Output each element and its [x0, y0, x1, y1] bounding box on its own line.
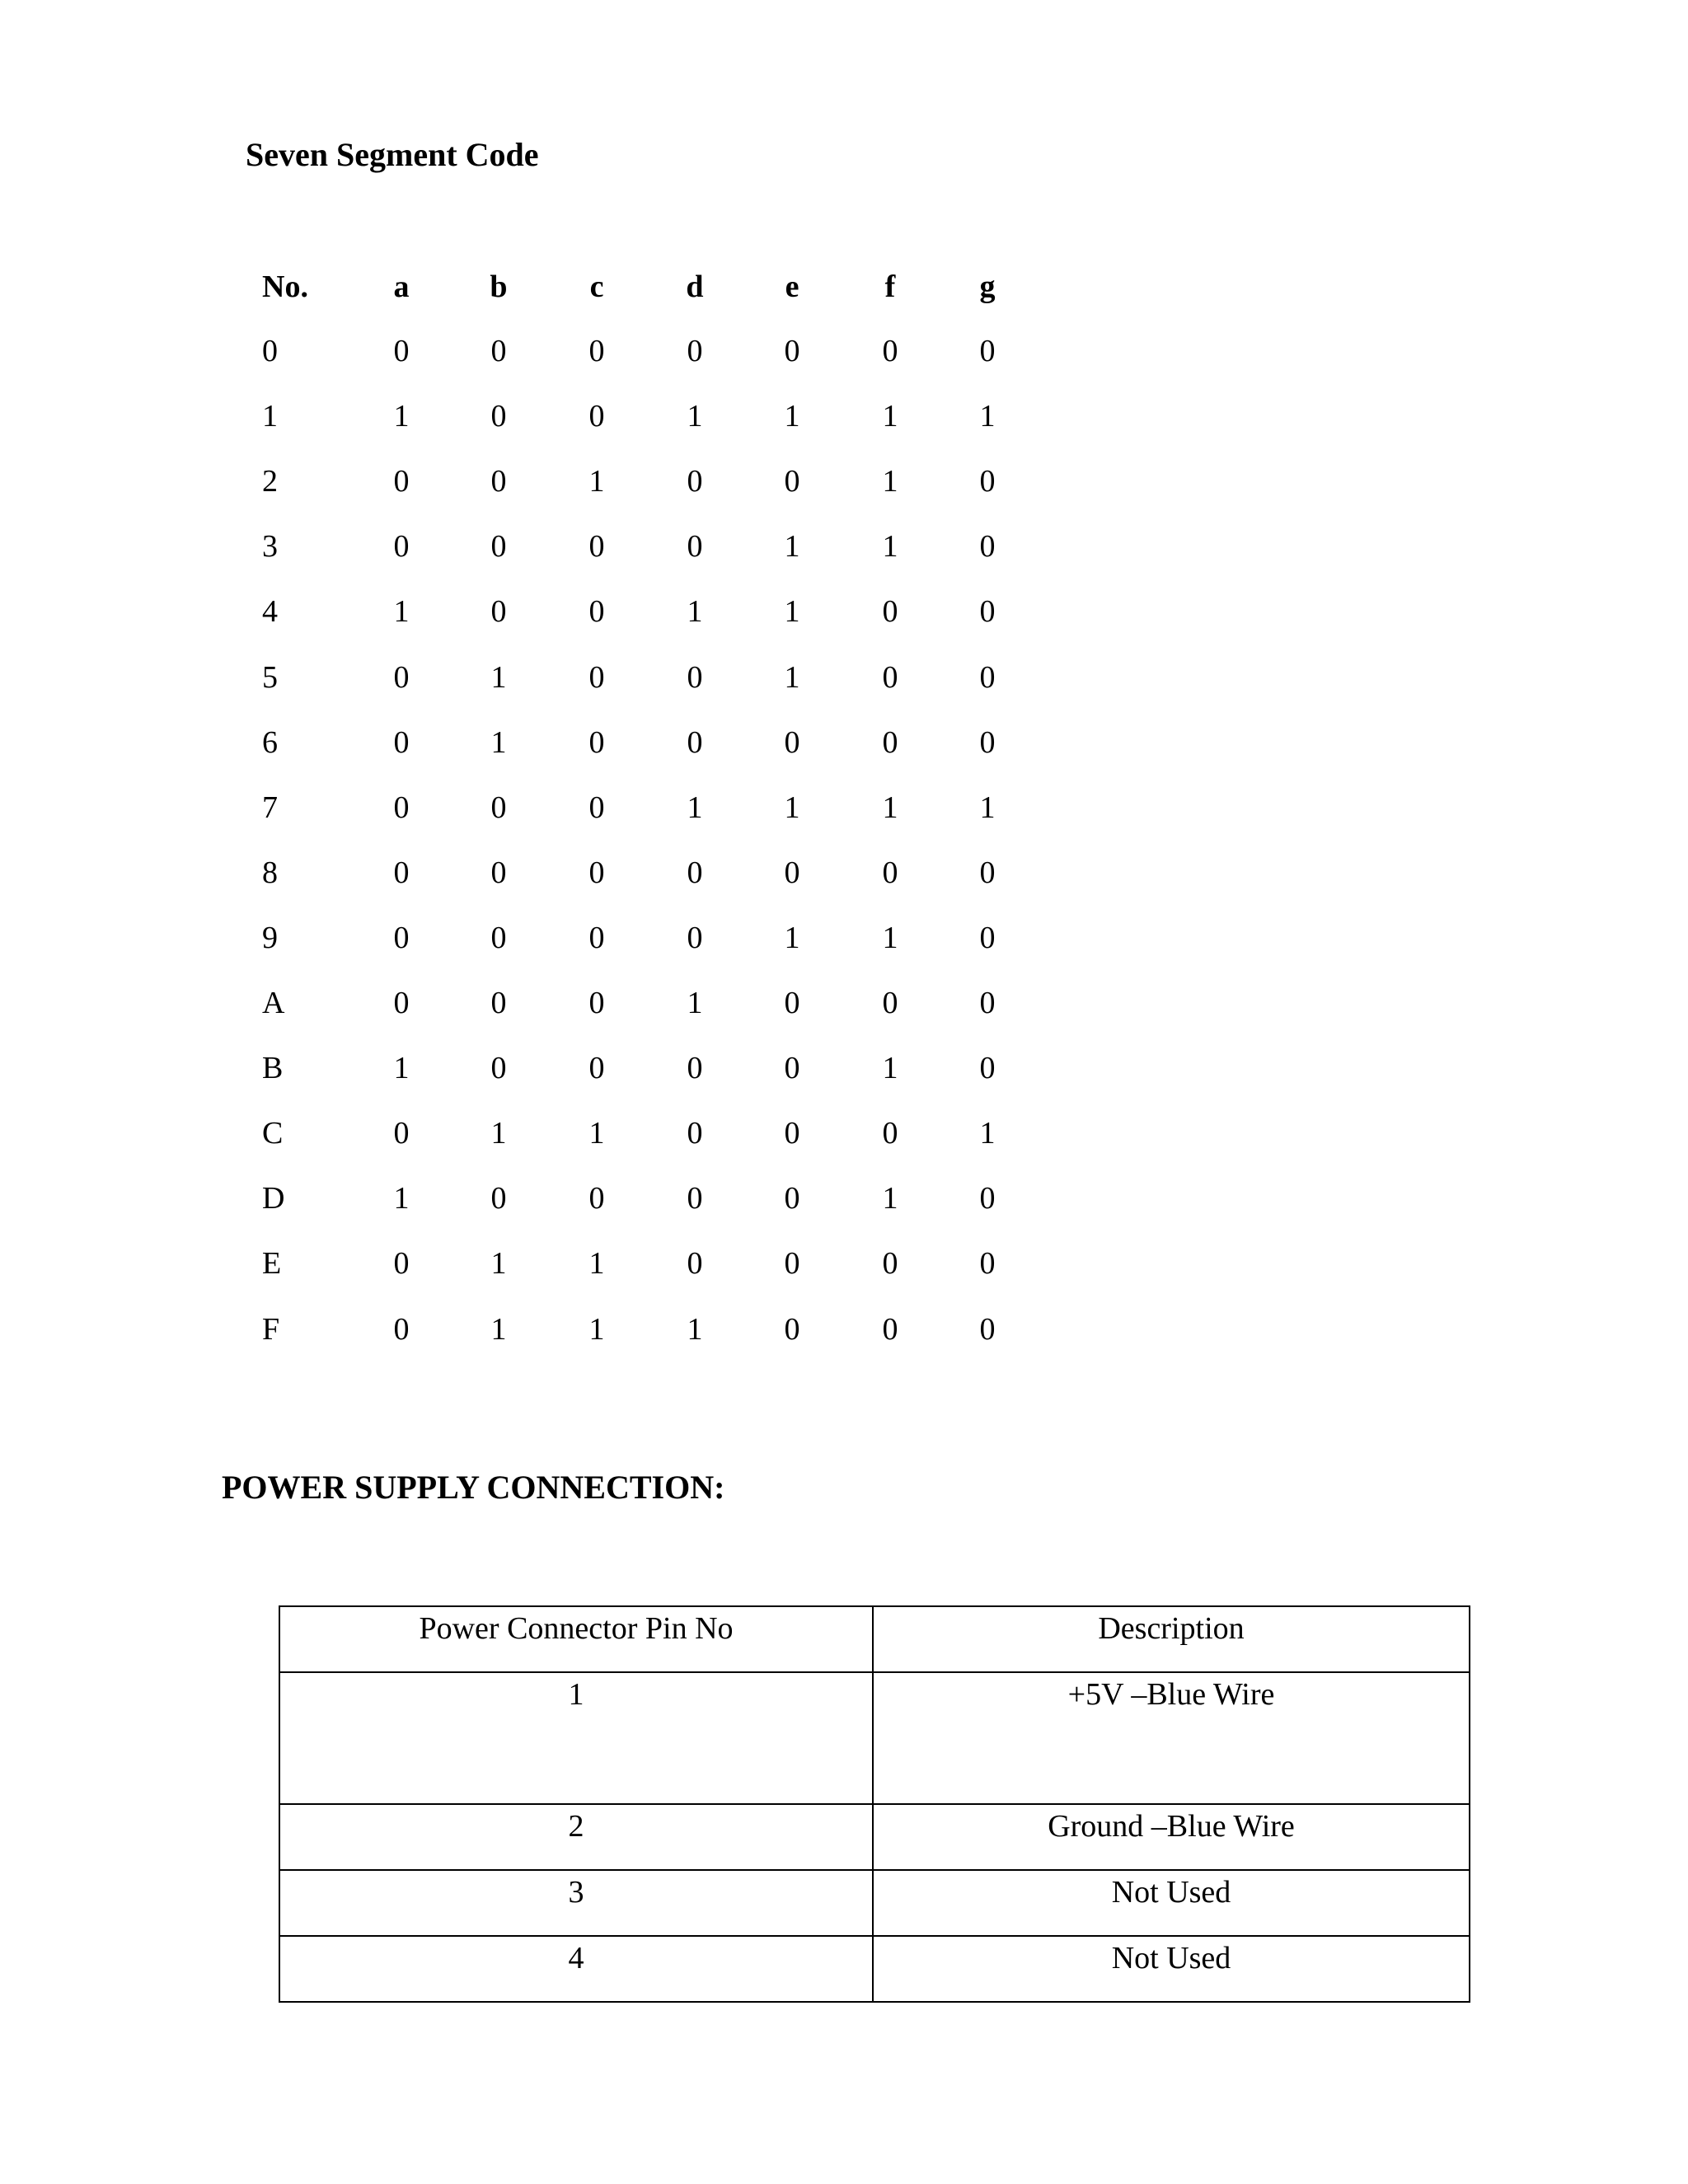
segment-value-cell: 0 — [784, 1051, 800, 1085]
column-header-segment-g: g — [979, 269, 996, 304]
column-header-segment-b: b — [490, 269, 508, 304]
segment-value-cell: 0 — [490, 921, 507, 955]
segment-value-cell: 0 — [393, 790, 410, 825]
segment-value-cell: 0 — [393, 1116, 410, 1151]
row-label-cell: 5 — [262, 660, 278, 695]
segment-value-cell: 0 — [490, 334, 507, 368]
segment-value-cell: 1 — [979, 1116, 996, 1151]
power-supply-title: POWER SUPPLY CONNECTION: — [222, 1469, 725, 1506]
segment-value-cell: 0 — [490, 399, 507, 434]
segment-value-cell: 1 — [882, 1181, 898, 1216]
segment-value-cell: 0 — [393, 1312, 410, 1347]
column-header-pin-no: Power Connector Pin No — [279, 1606, 873, 1672]
pin-number-cell: 1 — [279, 1672, 873, 1804]
segment-value-cell: 1 — [882, 921, 898, 955]
segment-value-cell: 0 — [490, 986, 507, 1020]
segment-value-cell: 0 — [393, 464, 410, 499]
row-label-cell: E — [262, 1246, 282, 1281]
segment-value-cell: 0 — [588, 725, 605, 760]
row-label-cell: F — [262, 1312, 280, 1347]
segment-value-cell: 0 — [687, 1116, 703, 1151]
segment-value-cell: 1 — [490, 1246, 507, 1281]
segment-value-cell: 0 — [979, 855, 996, 890]
segment-value-cell: 0 — [393, 660, 410, 695]
segment-value-cell: 0 — [882, 1116, 898, 1151]
row-label-cell: B — [262, 1051, 284, 1085]
table-row — [279, 1870, 1470, 1936]
seven-segment-table — [0, 0, 1071, 1401]
description-cell: Not Used — [873, 1870, 1470, 1936]
pin-number-cell: 2 — [279, 1804, 873, 1870]
segment-value-cell: 0 — [882, 594, 898, 629]
segment-value-cell: 1 — [588, 1312, 605, 1347]
segment-value-cell: 0 — [588, 1181, 605, 1216]
row-label-cell: 6 — [262, 725, 278, 760]
seven-segment-title: Seven Segment Code — [246, 136, 539, 173]
segment-value-cell: 1 — [979, 399, 996, 434]
segment-value-cell: 0 — [979, 725, 996, 760]
table-row — [279, 1672, 1470, 1804]
segment-value-cell: 0 — [979, 1051, 996, 1085]
description-cell: +5V –Blue Wire — [873, 1672, 1470, 1804]
segment-value-cell: 0 — [393, 725, 410, 760]
row-label-cell: A — [262, 986, 285, 1020]
segment-value-cell: 0 — [979, 1312, 996, 1347]
row-label-cell: 1 — [262, 399, 278, 434]
segment-value-cell: 1 — [393, 1051, 410, 1085]
segment-value-cell: 0 — [882, 660, 898, 695]
description-cell: Ground –Blue Wire — [873, 1804, 1470, 1870]
segment-value-cell: 0 — [588, 855, 605, 890]
segment-value-cell: 0 — [784, 464, 800, 499]
row-label-cell: 8 — [262, 855, 278, 890]
segment-value-cell: 0 — [687, 725, 703, 760]
segment-value-cell: 1 — [393, 1181, 410, 1216]
segment-value-cell: 1 — [588, 1116, 605, 1151]
segment-value-cell: 0 — [784, 986, 800, 1020]
segment-value-cell: 0 — [882, 1246, 898, 1281]
segment-value-cell: 1 — [882, 1051, 898, 1085]
segment-value-cell: 0 — [687, 660, 703, 695]
segment-value-cell: 0 — [687, 1181, 703, 1216]
segment-value-cell: 1 — [393, 594, 410, 629]
segment-value-cell: 1 — [687, 399, 703, 434]
segment-value-cell: 0 — [784, 334, 800, 368]
segment-value-cell: 1 — [687, 1312, 703, 1347]
segment-value-cell: 0 — [687, 529, 703, 564]
segment-value-cell: 0 — [490, 464, 507, 499]
segment-value-cell: 0 — [687, 464, 703, 499]
segment-value-cell: 0 — [588, 921, 605, 955]
segment-value-cell: 1 — [979, 790, 996, 825]
segment-value-cell: 0 — [979, 594, 996, 629]
segment-value-cell: 0 — [687, 334, 703, 368]
column-header-segment-f: f — [884, 269, 896, 304]
column-header-segment-c: c — [589, 269, 604, 304]
segment-value-cell: 0 — [588, 790, 605, 825]
segment-value-cell: 1 — [882, 790, 898, 825]
segment-value-cell: 1 — [490, 725, 507, 760]
segment-value-cell: 0 — [588, 1051, 605, 1085]
segment-value-cell: 0 — [784, 1312, 800, 1347]
segment-value-cell: 0 — [882, 986, 898, 1020]
segment-value-cell: 1 — [588, 464, 605, 499]
table-row — [279, 1936, 1470, 2002]
column-header-segment-a: a — [393, 269, 410, 304]
segment-value-cell: 1 — [882, 464, 898, 499]
segment-value-cell: 0 — [979, 1181, 996, 1216]
row-label-cell: 3 — [262, 529, 278, 564]
segment-value-cell: 0 — [882, 334, 898, 368]
pin-number-cell: 4 — [279, 1936, 873, 2002]
pin-number-cell: 3 — [279, 1870, 873, 1936]
segment-value-cell: 0 — [882, 1312, 898, 1347]
segment-value-cell: 0 — [588, 594, 605, 629]
segment-value-cell: 1 — [393, 399, 410, 434]
description-cell: Not Used — [873, 1936, 1470, 2002]
segment-value-cell: 0 — [393, 334, 410, 368]
segment-value-cell: 0 — [687, 855, 703, 890]
segment-value-cell: 0 — [687, 1051, 703, 1085]
row-label-cell: 7 — [262, 790, 278, 825]
power-table-header-row — [279, 1606, 1470, 1672]
segment-value-cell: 0 — [393, 921, 410, 955]
segment-value-cell: 0 — [979, 986, 996, 1020]
segment-value-cell: 0 — [687, 921, 703, 955]
segment-value-cell: 0 — [393, 1246, 410, 1281]
column-header-segment-d: d — [686, 269, 704, 304]
segment-value-cell: 0 — [882, 725, 898, 760]
segment-value-cell: 0 — [979, 1246, 996, 1281]
segment-value-cell: 1 — [687, 986, 703, 1020]
segment-value-cell: 1 — [687, 594, 703, 629]
segment-value-cell: 0 — [784, 855, 800, 890]
segment-value-cell: 0 — [393, 529, 410, 564]
column-header-number: No. — [262, 269, 308, 304]
row-label-cell: 9 — [262, 921, 278, 955]
table-row — [279, 1804, 1470, 1870]
segment-value-cell: 1 — [490, 660, 507, 695]
segment-value-cell: 1 — [784, 921, 800, 955]
segment-value-cell: 1 — [882, 529, 898, 564]
segment-value-cell: 1 — [490, 1116, 507, 1151]
segment-value-cell: 0 — [588, 529, 605, 564]
segment-value-cell: 0 — [882, 855, 898, 890]
segment-value-cell: 1 — [784, 660, 800, 695]
segment-value-cell: 1 — [784, 790, 800, 825]
column-header-segment-e: e — [785, 269, 799, 304]
segment-value-cell: 0 — [588, 660, 605, 695]
segment-value-cell: 0 — [490, 790, 507, 825]
segment-value-cell: 0 — [588, 986, 605, 1020]
segment-value-cell: 0 — [784, 1116, 800, 1151]
segment-value-cell: 0 — [979, 464, 996, 499]
segment-value-cell: 0 — [979, 921, 996, 955]
segment-value-cell: 0 — [490, 594, 507, 629]
segment-value-cell: 1 — [784, 529, 800, 564]
segment-value-cell: 0 — [588, 399, 605, 434]
segment-value-cell: 1 — [882, 399, 898, 434]
segment-value-cell: 0 — [490, 1051, 507, 1085]
row-label-cell: 4 — [262, 594, 278, 629]
segment-value-cell: 1 — [490, 1312, 507, 1347]
segment-value-cell: 0 — [490, 855, 507, 890]
row-label-cell: 2 — [262, 464, 278, 499]
segment-value-cell: 0 — [490, 529, 507, 564]
segment-value-cell: 0 — [784, 1181, 800, 1216]
segment-value-cell: 0 — [979, 529, 996, 564]
row-label-cell: C — [262, 1116, 284, 1151]
segment-value-cell: 0 — [687, 1246, 703, 1281]
segment-value-cell: 0 — [979, 334, 996, 368]
row-label-cell: 0 — [262, 334, 278, 368]
segment-value-cell: 0 — [393, 855, 410, 890]
segment-value-cell: 0 — [784, 1246, 800, 1281]
segment-value-cell: 0 — [784, 725, 800, 760]
segment-value-cell: 1 — [784, 594, 800, 629]
row-label-cell: D — [262, 1181, 285, 1216]
segment-value-cell: 0 — [979, 660, 996, 695]
segment-value-cell: 0 — [490, 1181, 507, 1216]
power-connector-table — [279, 1605, 1470, 2003]
segment-value-cell: 1 — [784, 399, 800, 434]
segment-value-cell: 0 — [393, 986, 410, 1020]
segment-value-cell: 0 — [588, 334, 605, 368]
segment-value-cell: 1 — [687, 790, 703, 825]
column-header-description: Description — [873, 1606, 1470, 1672]
segment-value-cell: 1 — [588, 1246, 605, 1281]
